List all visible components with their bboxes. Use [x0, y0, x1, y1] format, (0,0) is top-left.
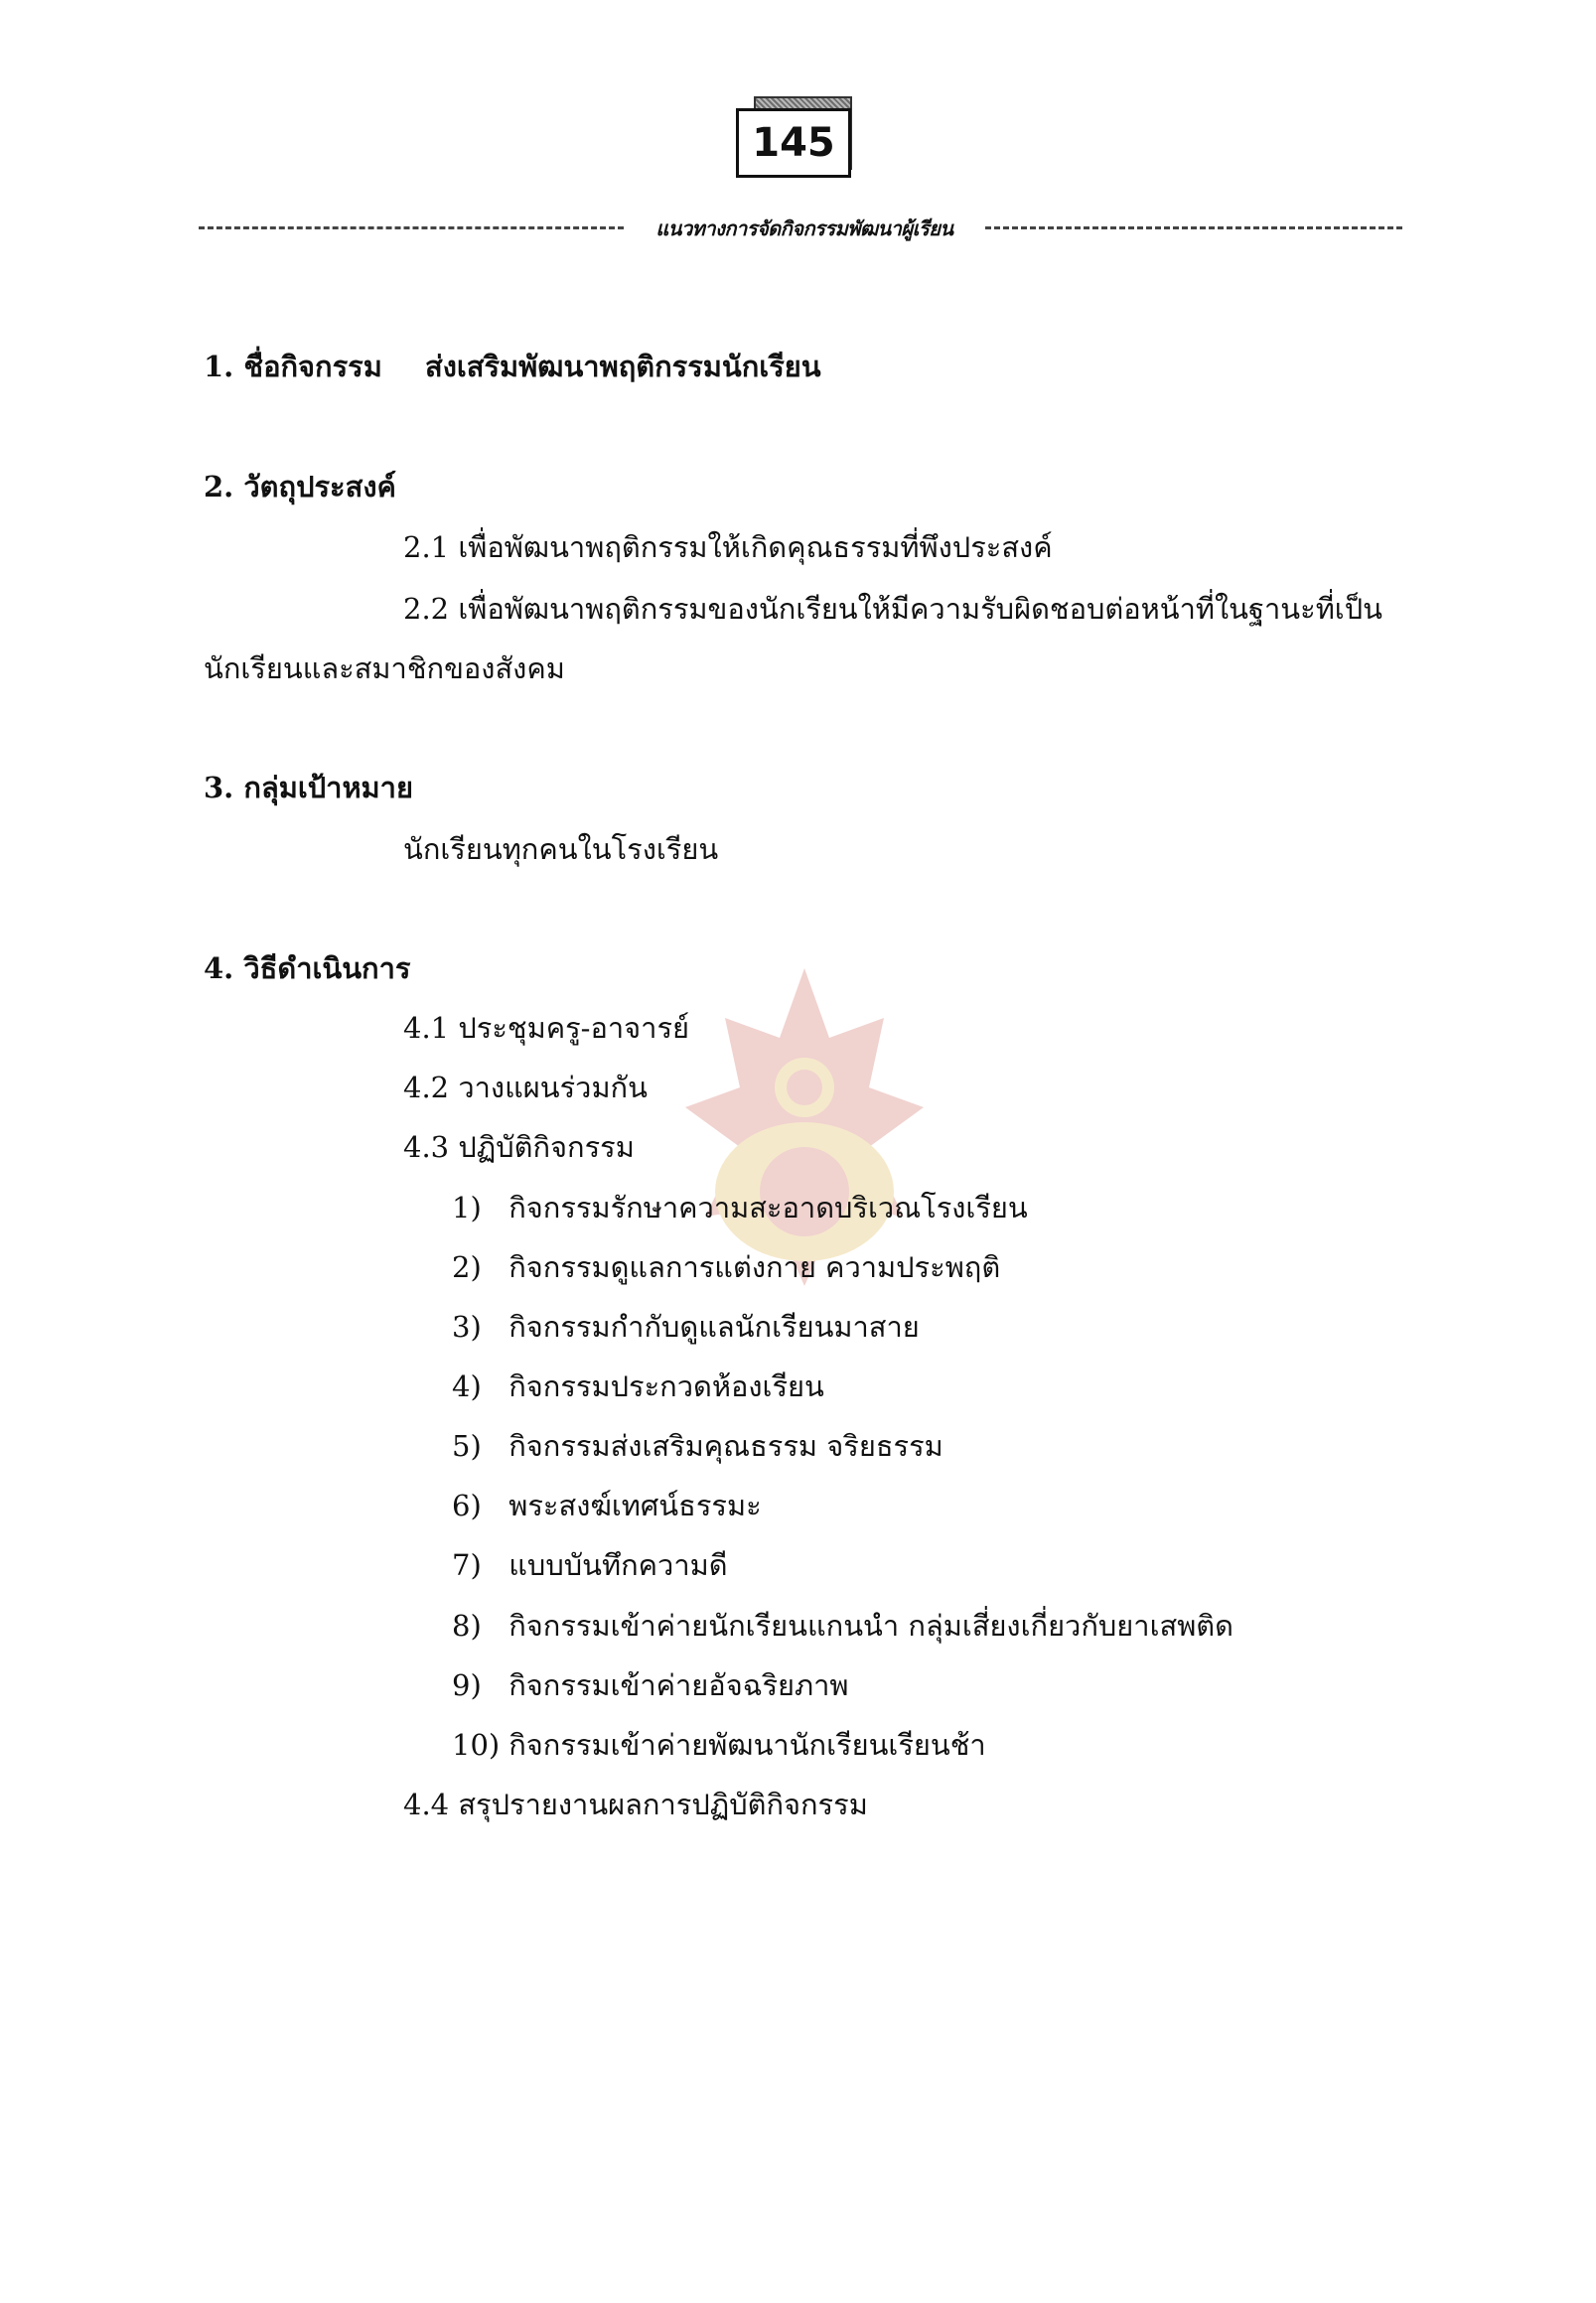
section-4-heading: วิธีดำเนินการ	[243, 951, 411, 985]
procedure-4-3	[403, 1127, 635, 1167]
objective-2-2-number: 2.2	[403, 592, 450, 626]
procedure-4-3-number: 4.3	[403, 1130, 450, 1164]
activity-number: 7)	[452, 1548, 482, 1582]
page-number: 145	[736, 108, 851, 178]
section-3-number: 3.	[204, 771, 234, 804]
section-1-value: ส่งเสริมพัฒนาพฤติกรรมนักเรียน	[425, 350, 821, 383]
procedure-4-1-number: 4.1	[403, 1011, 450, 1045]
objective-2-1-number: 2.1	[403, 530, 450, 564]
activity-text: กิจกรรมส่งเสริมคุณธรรม จริยธรรม	[508, 1429, 943, 1463]
activity-item	[452, 1725, 986, 1765]
section-2-number: 2.	[204, 470, 234, 504]
activity-item	[452, 1188, 1028, 1227]
section-1-heading: ชื่อกิจกรรม	[243, 350, 382, 383]
section-3	[204, 768, 413, 807]
activity-item	[452, 1247, 1000, 1287]
activity-item	[452, 1545, 728, 1585]
activity-item	[452, 1426, 943, 1466]
activity-item	[452, 1665, 849, 1705]
activity-text: กิจกรรมเข้าค่ายอัจฉริยภาพ	[508, 1668, 849, 1702]
header-rule-right	[985, 226, 1402, 229]
activity-text: กิจกรรมกำกับดูแลนักเรียนมาสาย	[508, 1310, 920, 1344]
activity-number: 10)	[452, 1728, 501, 1762]
activity-text: กิจกรรมดูแลการแต่งกาย ความประพฤติ	[508, 1250, 1001, 1284]
activity-text: พระสงฆ์เทศน์ธรรมะ	[508, 1489, 762, 1522]
activity-number: 5)	[452, 1429, 482, 1463]
objective-2-1-text: เพื่อพัฒนาพฤติกรรมให้เกิดคุณธรรมที่พึงประสงค์	[458, 530, 1053, 564]
procedure-4-2	[403, 1068, 648, 1107]
procedure-4-1	[403, 1008, 689, 1048]
running-title: แนวทางการจัดกิจกรรมพัฒนาผู้เรียน	[655, 216, 953, 240]
procedure-4-4-text: สรุปรายงานผลการปฏิบัติกิจกรรม	[458, 1788, 868, 1821]
activity-text: แบบบันทึกความดี	[508, 1548, 728, 1582]
page-number-box	[734, 96, 851, 180]
section-4	[204, 948, 410, 988]
activity-item	[452, 1606, 1233, 1646]
procedure-4-3-text: ปฏิบัติกิจกรรม	[458, 1130, 635, 1164]
objective-2-2-text: เพื่อพัฒนาพฤติกรรมของนักเรียนให้มีความรับผิดชอบต่อหน้าที่ในฐานะที่เป็น	[458, 592, 1382, 626]
activity-item	[452, 1486, 762, 1525]
objective-2-1	[403, 527, 1053, 567]
activity-text: กิจกรรมเข้าค่ายพัฒนานักเรียนเรียนช้า	[508, 1728, 986, 1762]
header-rule-left	[199, 226, 624, 229]
activity-number: 3)	[452, 1310, 482, 1344]
section-2	[204, 467, 396, 506]
activity-number: 2)	[452, 1250, 482, 1284]
activity-text: กิจกรรมประกวดห้องเรียน	[508, 1369, 824, 1403]
section-3-heading: กลุ่มเป้าหมาย	[243, 771, 413, 804]
activity-item	[452, 1367, 824, 1406]
objective-2-2-continuation: นักเรียนและสมาชิกของสังคม	[204, 651, 565, 685]
target-group: นักเรียนทุกคนในโรงเรียน	[403, 832, 719, 866]
procedure-4-2-text: วางแผนร่วมกัน	[458, 1071, 648, 1104]
activity-number: 4)	[452, 1369, 482, 1403]
section-4-number: 4.	[204, 951, 234, 985]
section-1	[204, 347, 382, 386]
procedure-4-2-number: 4.2	[403, 1071, 450, 1104]
activity-text: กิจกรรมเข้าค่ายนักเรียนแกนนำ กลุ่มเสี่ยงเกี่ยวกับยาเสพติด	[508, 1609, 1233, 1643]
activity-number: 9)	[452, 1668, 482, 1702]
procedure-4-4-number: 4.4	[403, 1788, 450, 1821]
activity-item	[452, 1307, 920, 1347]
procedure-4-1-text: ประชุมครู-อาจารย์	[458, 1011, 690, 1045]
activity-number: 8)	[452, 1609, 482, 1643]
activity-number: 1)	[452, 1191, 482, 1224]
activity-text: กิจกรรมรักษาความสะอาดบริเวณโรงเรียน	[508, 1191, 1028, 1224]
activity-number: 6)	[452, 1489, 482, 1522]
objective-2-2	[403, 589, 1382, 629]
section-2-heading: วัตถุประสงค์	[243, 470, 396, 504]
procedure-4-4	[403, 1785, 868, 1824]
section-1-number: 1.	[204, 350, 234, 383]
